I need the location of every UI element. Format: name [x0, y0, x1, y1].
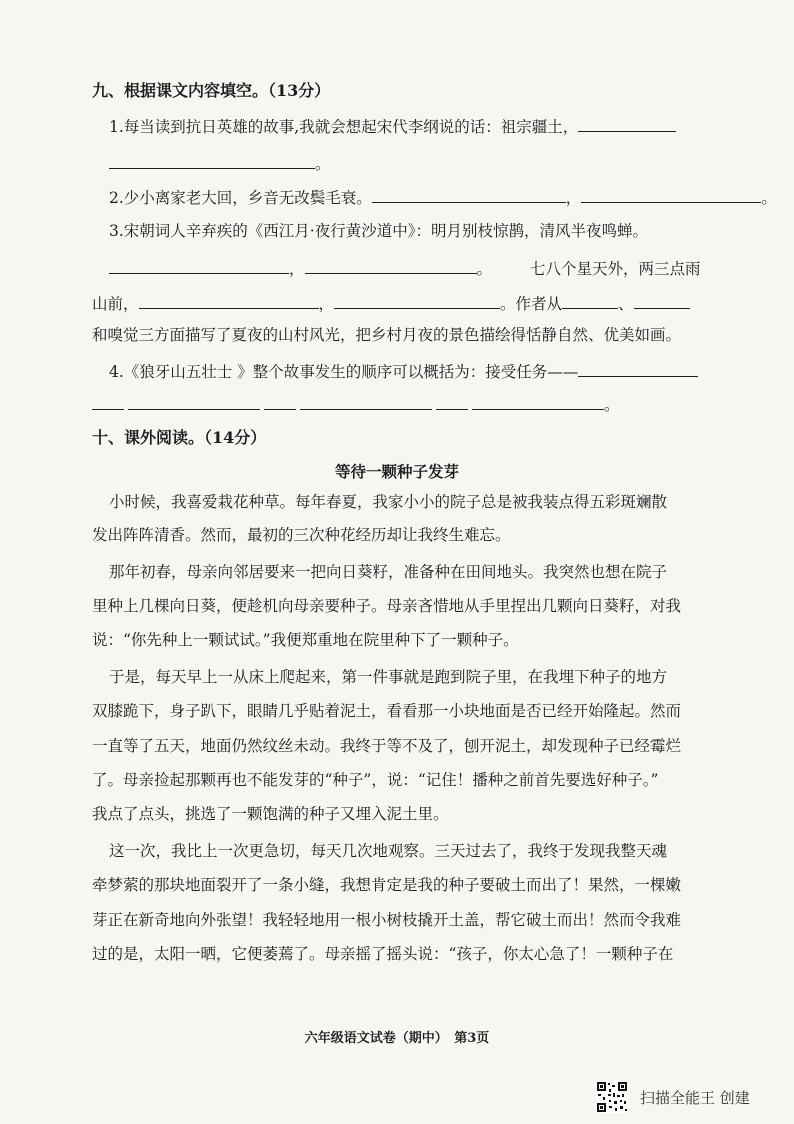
- q4-dash-1: [92, 393, 124, 410]
- passage-line: 里种上几棵向日葵，便趁机向母亲要种子。母亲吝惜地从手里捏出几颗向日葵籽，对我: [92, 597, 682, 615]
- qr-code-icon: [596, 1081, 628, 1113]
- section-10-heading: [92, 427, 794, 449]
- q1-end: 。: [315, 155, 331, 173]
- question-3-line-2: [109, 257, 794, 280]
- q1-text: 1.每当读到抗日英雄的故事,我就会想起宋代李纲说的话：祖宗疆土，: [109, 118, 579, 136]
- question-4-line-2: [92, 393, 794, 416]
- q4-text: 4.《狼牙山五壮士 》整个故事发生的顺序可以概括为：接受任务——: [109, 363, 579, 381]
- q2-comma: ，: [565, 189, 582, 207]
- q3-text: 3.宋朝词人辛弃疾的《西江月·夜行黄沙道中》：明月别枝惊鹊，清风半夜鸣蝉。: [109, 222, 648, 240]
- passage-line: 一直等了五天，地面仍然纹丝未动。我终于等不及了，刨开泥土，却发现种子已经霉烂: [92, 737, 682, 755]
- q4-dash-2: [264, 393, 296, 410]
- question-3-line-4: [92, 324, 794, 346]
- passage-line: 双膝跪下，身子趴下，眼睛几乎贴着泥土，看看那一小块地面是否已经开始隆起。然而: [92, 702, 682, 720]
- q3-blank-6[interactable]: [634, 292, 690, 309]
- passage-line: 那年初春，母亲向邻居要来一把向日葵籽，准备种在田间地头。我突然也想在院子: [109, 563, 668, 581]
- q3-blank-3[interactable]: [139, 292, 319, 309]
- q3-blank-4[interactable]: [334, 292, 500, 309]
- passage-line: 牵梦萦的那块地面裂开了一条小缝，我想肯定是我的种子要破土而出了！果然，一棵嫩: [92, 876, 682, 894]
- passage-title: 等待一颗种子发芽: [334, 462, 459, 481]
- q4-dash-3: [436, 393, 468, 410]
- q3-blank-2[interactable]: [305, 257, 477, 274]
- question-3: [109, 220, 794, 242]
- passage-line: 发出阵阵清香。然而，最初的三次种花经历却让我终生难忘。: [92, 526, 511, 544]
- section-9-heading-text: 九、根据课文内容填空。（13分）: [92, 81, 331, 100]
- q3-blank-1[interactable]: [109, 257, 289, 274]
- q1-blank-1[interactable]: [578, 115, 676, 132]
- q4-blank-1[interactable]: [578, 360, 698, 377]
- section-10-heading-text: 十、课外阅读。（14分）: [92, 428, 267, 447]
- passage-line: 这一次，我比上一次更急切，每天几次地观察。三天过去了，我终于发现我整天魂: [109, 842, 668, 860]
- q3-period-1: 。: [476, 260, 493, 278]
- section-9-heading: [92, 80, 794, 102]
- q4-blank-4[interactable]: [472, 393, 604, 410]
- q2-period: 。: [761, 189, 777, 207]
- q1-blank-2[interactable]: [109, 152, 315, 169]
- q4-blank-3[interactable]: [300, 393, 432, 410]
- q2-blank-1[interactable]: [372, 186, 566, 203]
- q4-period: 。: [604, 396, 620, 414]
- q3-blank-5[interactable]: [562, 292, 618, 309]
- passage-line: 于是，每天早上一从床上爬起来，第一件事就是跑到院子里，在我埋下种子的地方: [109, 668, 668, 686]
- q3-last: 和嗅觉三方面描写了夏夜的山村风光，把乡村月夜的景色描绘得恬静自然、优美如画。: [92, 326, 682, 344]
- q2-text: 2.少小离家老大回，乡音无改鬓毛衰。: [109, 189, 372, 207]
- q3-shan: 山前，: [92, 295, 139, 313]
- q4-blank-2[interactable]: [128, 393, 260, 410]
- q3-author: 。作者从: [500, 295, 563, 313]
- watermark-text: 扫描全能王 创建: [640, 1088, 750, 1107]
- passage-line: 说：“你先种上一颗试试。”我便郑重地在院里种下了一颗种子。: [92, 631, 519, 649]
- question-1: [109, 115, 794, 138]
- page-footer: 六年级语文试卷（期中） 第3页: [304, 1031, 490, 1046]
- q2-blank-2[interactable]: [581, 186, 761, 203]
- q3-comma-2: ，: [318, 295, 335, 313]
- question-1-cont: [109, 152, 794, 175]
- scanner-watermark: [596, 1082, 750, 1112]
- q3-comma-1: ，: [289, 260, 305, 278]
- question-3-line-3: [92, 292, 794, 315]
- question-4: [109, 360, 794, 383]
- passage-line: 芽正在新奇地向外张望！我轻轻地用一根小树枝撬开土盖，帮它破土而出！然而令我难: [92, 911, 682, 929]
- q3-mid-text: 七八个星天外，两三点雨: [530, 260, 701, 278]
- q3-dun: 、: [618, 295, 634, 313]
- passage-line: 了。母亲捡起那颗再也不能发芽的“种子”，说：“记住！播种之前首先要选好种子。”: [92, 771, 659, 789]
- passage-line: 小时候，我喜爱栽花种草。每年春夏，我家小小的院子总是被我装点得五彩斑斓散: [109, 493, 668, 511]
- passage-line: 过的是，太阳一晒，它便萎蔫了。母亲摇了摇头说：“孩子，你太心急了！一颗种子在: [92, 945, 674, 963]
- passage-line: 我点了点头，挑选了一颗饱满的种子又埋入泥土里。: [92, 805, 449, 823]
- question-2: [109, 186, 794, 209]
